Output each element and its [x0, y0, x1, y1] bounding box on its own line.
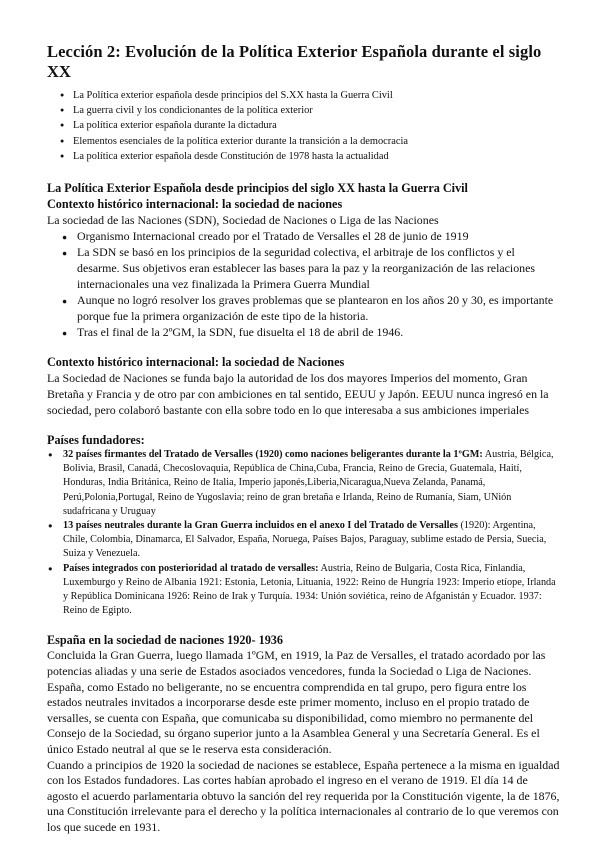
section-subheading: Contexto histórico internacional: la sociedad de naciones — [47, 197, 343, 212]
section-heading: La Política Exterior Española desde principios del siglo XX hasta la Guerra Civil — [47, 181, 468, 196]
paragraph: Cuando a principios de 1920 la sociedad de naciones se establece, España pertenece a la misma en igualdad con los Estados fundadores. Las cortes habían aprobado el ingreso en el verano de 1919. El día 14 de agosto el acuerdo parlamentaria obtuvo la sanción del rey requerida por la Constitución vigente, la de 1876, una Constitución irrelevante para el derecho y la política internacionales al contrario de lo que veremos con los que sucede en 1931. — [47, 757, 560, 834]
founders-list — [47, 448, 560, 618]
list-item: ● Organismo Internacional creado por el Tratado de Versalles el 28 de junio de 1919 — [47, 228, 560, 244]
list-item: ● Tras el final de la 2ºGM, la SDN, fue disuelta el 18 de abril de 1946. — [47, 324, 560, 340]
toc-item: ● La política exterior española desde Constitución de 1978 hasta la actualidad — [47, 149, 560, 164]
founders-heading: Países fundadores: — [47, 433, 145, 448]
item-lead: Países integrados con posterioridad al tratado de versalles: — [63, 562, 319, 574]
section-intro: La sociedad de las Naciones (SDN), Sociedad de Naciones o Liga de las Naciones — [47, 213, 439, 228]
toc-item: ● La guerra civil y los condicionantes de la política exterior — [47, 103, 560, 118]
item-lead: 13 países neutrales durante la Gran Guerra incluidos en el anexo I del Tratado de Versalles — [63, 520, 458, 532]
document-title: Lección 2: Evolución de la Política Exterior Española durante el siglo XX — [47, 42, 542, 81]
item-text: (1920): Argentina, Chile, Colombia, Dinamarca, El Salvador, España, Noruega, Países Bajos, Paraguay, sublime estado de Persia, Suecia, Suiza y Venezuela. — [63, 520, 547, 560]
paragraph: La Sociedad de Naciones se funda bajo la autoridad de los dos mayores Imperios del momento, Gran Bretaña y Francia y de otro par con ambiciones en tal sentido, EEUU y Japón. EEUU nunca ingresó en la sociedad, pero colaboró bastante con ella sobre todo en lo que interesaba a sus ambiciones imperiales — [47, 371, 549, 418]
list-item: ● La SDN se basó en los principios de la seguridad colectiva, el arbitraje de los conflictos y el desarme. Sus objetivos eran establecer las bases para la paz y la reorganización de las relaciones internacionales una vez finalizada la Primera Guerra Mundial — [47, 244, 560, 292]
toc-item: ● La Política exterior española desde principios del S.XX hasta la Guerra Civil — [47, 88, 560, 103]
section-heading: Contexto histórico internacional: la sociedad de Naciones — [47, 355, 345, 370]
bullet-list — [47, 228, 560, 340]
list-item — [47, 448, 560, 519]
item-text: Austria, Bélgica, Bolivia, Brasil, Canadá, Checoslovaquia, República de China,Cuba, Francia, Reino de Grecia, Guatemala, Haití, Honduras, India Británica, Reino de Italia, Imperio japonés,Liberia,Nicaragua,Nueva Zelanda, Panamá, Perú,Polonia,Portugal, Reino de Yugoslavia; reino de gran bretaña e Irlanda, Reino de Rumanía, Siam, UNión sudafricana y Uruguay — [63, 449, 554, 517]
table-of-contents — [47, 88, 560, 164]
toc-item: ● Elementos esenciales de la política exterior durante la transición a la democracia — [47, 134, 560, 149]
list-item — [47, 519, 560, 562]
paragraph: Concluida la Gran Guerra, luego llamada 1ºGM, en 1919, la Paz de Versalles, el tratado acordado por las potencias aliadas y una serie de Estados asociados vencedores, funda la Sociedad o Liga de Naciones. España, como Estado no beligerante, no se encuentra comprendida en tal grupo, pero figura entre los estados neutrales invitados a incorporarse desde este primer momento, incluso en el propio tratado de versalles, se cuenta con España, que comunicaba su disponibilidad, como miembro no permanente del Consejo de la Sociedad, su órgano superior junto a la Asamblea General y una Secretaría General. Es el único Estado neutral al que se le reserva esta consideración. — [47, 648, 546, 757]
list-item — [47, 562, 560, 619]
section-heading: España en la sociedad de naciones 1920- 1936 — [47, 633, 283, 648]
list-item: ● Aunque no logró resolver los graves problemas que se plantearon en los años 20 y 30, es importante porque fue la primera organización de este tipo de la historia. — [47, 292, 560, 324]
item-text: Austria, Reino de Bulgaria, Costa Rica, Finlandia, Luxemburgo y Reino de Albania 1921: Estonia, Letonia, Lituania, 1922: Reino de Hungría 1923: Imperio etíope, Irlanda y República Dominicana 1926: Reino de Irak y Turquía. 1934: Unión soviética, reino de Afganistán y Ecuador. 1937: Reino de Egipto. — [63, 562, 556, 617]
toc-item: ● La política exterior española durante la dictadura — [47, 118, 560, 133]
item-lead: 32 países firmantes del Tratado de Versalles (1920) como naciones beligerantes durante la 1ºGM: — [63, 449, 483, 461]
